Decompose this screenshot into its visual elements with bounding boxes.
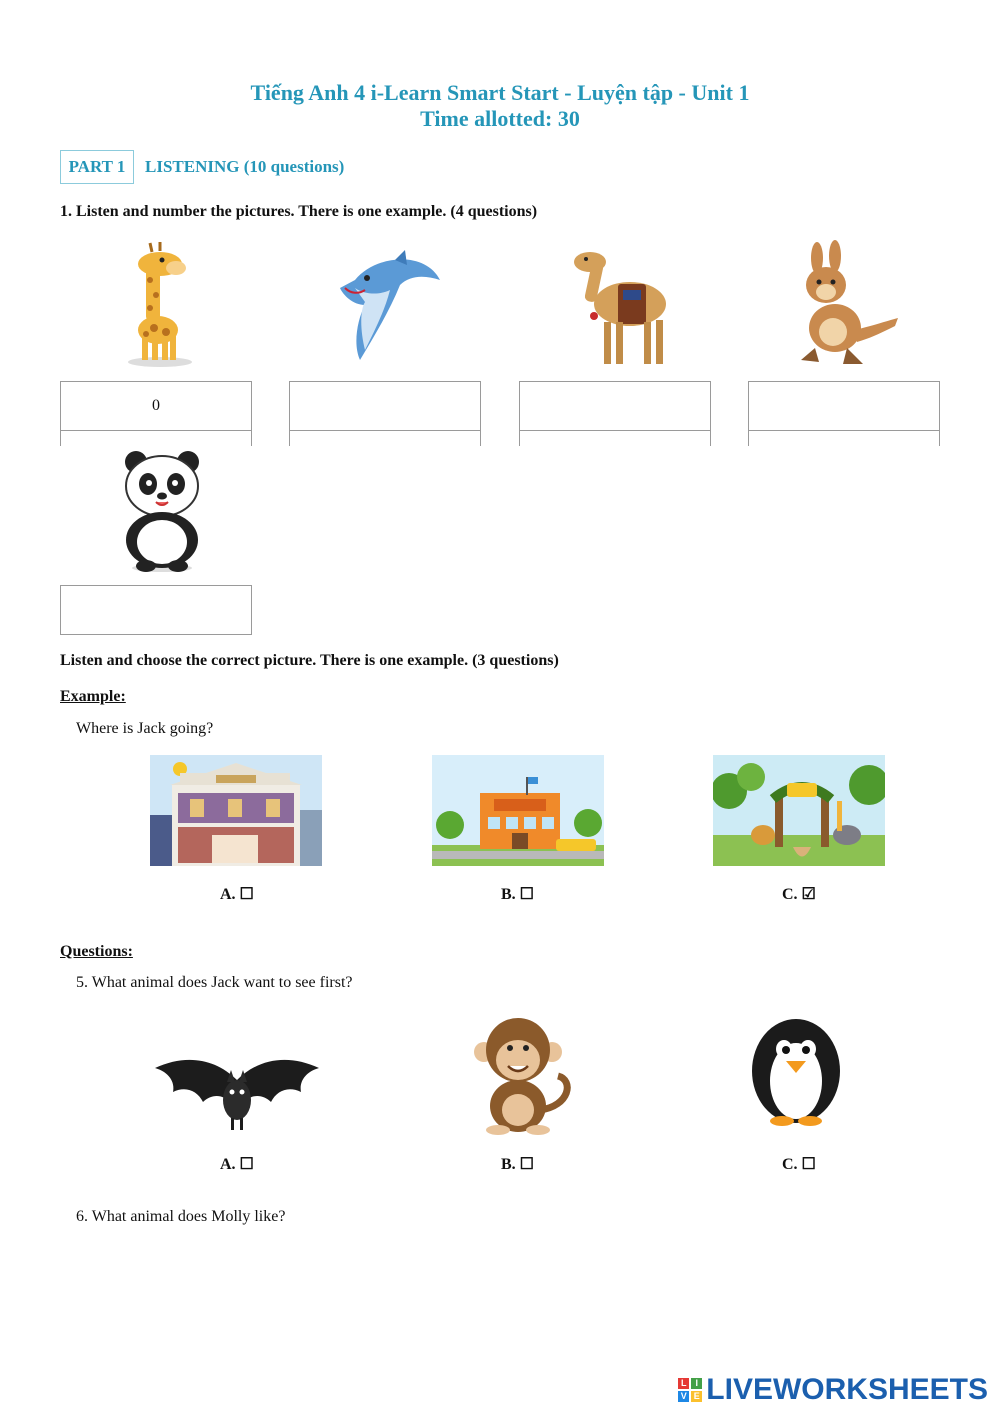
museum-picture <box>150 755 322 866</box>
questions-heading: Questions: <box>60 943 133 960</box>
part-number-badge: PART 1 <box>60 150 134 184</box>
q5-option-c[interactable]: C. ☐ <box>782 1156 816 1173</box>
liveworksheets-logo <box>678 1372 988 1408</box>
kangaroo-picture <box>795 240 900 370</box>
part-label: LISTENING (10 questions) <box>145 157 345 176</box>
answer-box-divider <box>748 430 940 446</box>
dolphin-picture <box>335 250 445 370</box>
question-6-text: 6. What animal does Molly like? <box>76 1208 286 1225</box>
time-allotted: Time allotted: 30 <box>420 106 580 131</box>
answer-box-panda[interactable] <box>60 585 252 635</box>
answer-box-camel[interactable] <box>519 381 711 431</box>
answer-box-dolphin[interactable] <box>289 381 481 431</box>
section2-instruction: Listen and choose the correct picture. There is one example. (3 questions) <box>60 652 559 669</box>
section1-instruction: 1. Listen and number the pictures. There is one example. (4 questions) <box>60 203 538 220</box>
zoo-picture <box>713 755 885 866</box>
example-option-a[interactable]: A. ☐ <box>220 886 254 903</box>
question-5-text: 5. What animal does Jack want to see first? <box>76 974 353 991</box>
q5-option-a[interactable]: A. ☐ <box>220 1156 254 1173</box>
giraffe-picture <box>110 240 210 370</box>
logo-grid-icon: L I V E <box>678 1378 702 1402</box>
example-heading: Example: <box>60 688 126 705</box>
answer-box-giraffe[interactable]: 0 <box>60 381 252 431</box>
example-option-c[interactable]: C. ☑ <box>782 886 816 903</box>
example-question: Where is Jack going? <box>76 720 214 737</box>
answer-box-divider <box>289 430 481 446</box>
monkey-picture <box>470 1010 574 1136</box>
q5-option-b[interactable]: B. ☐ <box>501 1156 535 1173</box>
penguin-picture <box>746 1015 846 1127</box>
answer-box-kangaroo[interactable] <box>748 381 940 431</box>
answer-box-divider <box>519 430 711 446</box>
school-picture <box>432 755 604 866</box>
camel-picture <box>568 242 678 370</box>
bat-picture <box>155 1050 319 1134</box>
answer-box-divider <box>60 430 252 446</box>
worksheet-title: Tiếng Anh 4 i-Learn Smart Start - Luyện tập - Unit 1 <box>250 80 750 105</box>
panda-picture <box>112 448 212 574</box>
example-option-b[interactable]: B. ☐ <box>501 886 535 903</box>
logo-text: LIVEWORKSHEETS <box>706 1373 988 1406</box>
